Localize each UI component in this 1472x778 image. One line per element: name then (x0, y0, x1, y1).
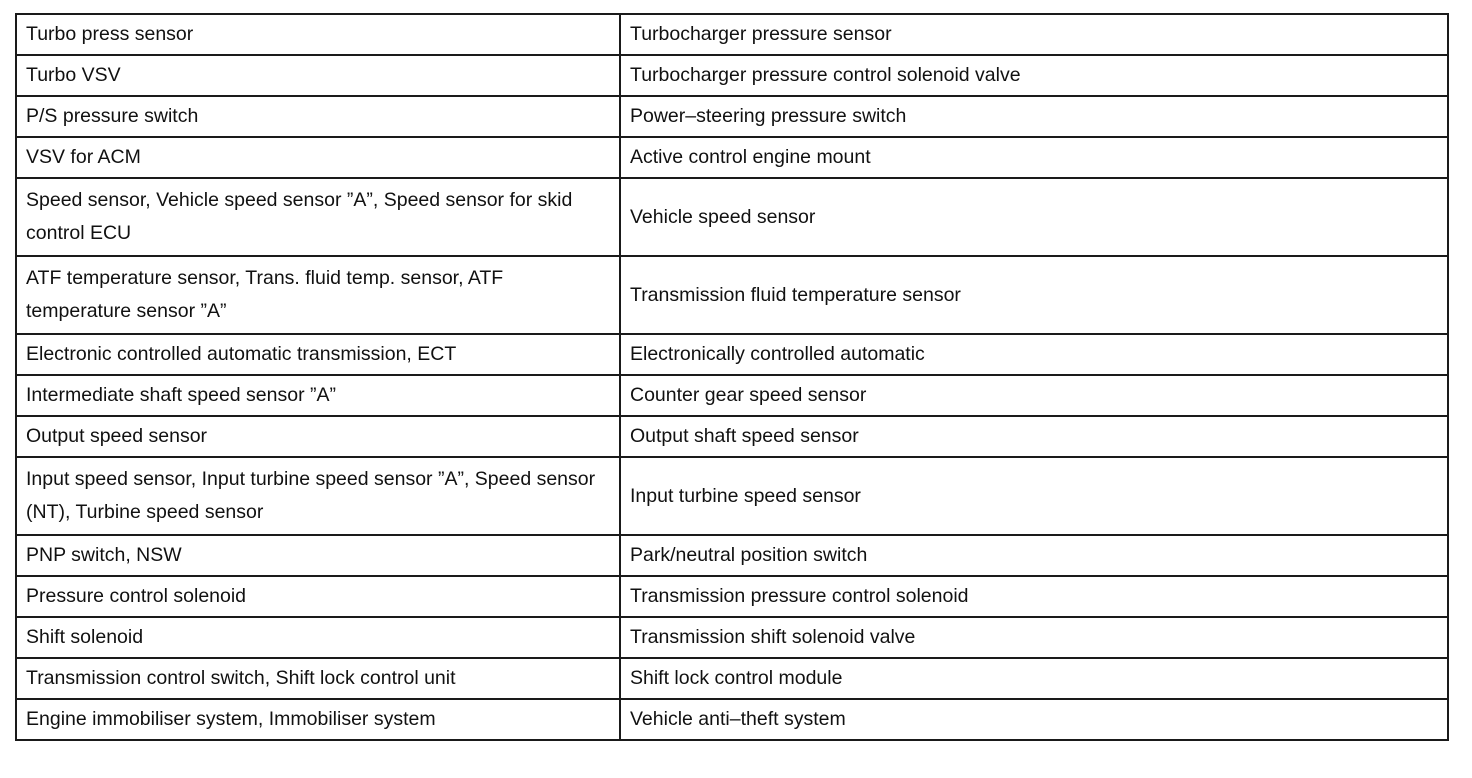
term-cell: Transmission control switch, Shift lock control unit (16, 658, 620, 699)
term-cell: Output speed sensor (16, 416, 620, 457)
table-row (16, 699, 1448, 740)
standard-term-cell: Transmission shift solenoid valve (620, 617, 1448, 658)
standard-term-cell: Active control engine mount (620, 137, 1448, 178)
standard-term-cell: Output shaft speed sensor (620, 416, 1448, 457)
term-cell: Shift solenoid (16, 617, 620, 658)
term-cell: Input speed sensor, Input turbine speed sensor ”A”, Speed sensor (NT), Turbine speed sensor (16, 457, 620, 535)
table-row (16, 416, 1448, 457)
term-cell: Turbo VSV (16, 55, 620, 96)
standard-term-cell: Turbocharger pressure sensor (620, 14, 1448, 55)
standard-term-cell: Vehicle anti–theft system (620, 699, 1448, 740)
standard-term-cell: Power–steering pressure switch (620, 96, 1448, 137)
term-cell: Electronic controlled automatic transmission, ECT (16, 334, 620, 375)
term-cell: Intermediate shaft speed sensor ”A” (16, 375, 620, 416)
table-row (16, 334, 1448, 375)
table-row (16, 535, 1448, 576)
standard-term-cell: Turbocharger pressure control solenoid valve (620, 55, 1448, 96)
table-row (16, 457, 1448, 535)
table-row (16, 14, 1448, 55)
standard-term-cell: Shift lock control module (620, 658, 1448, 699)
standard-term-cell: Electronically controlled automatic (620, 334, 1448, 375)
term-cell: P/S pressure switch (16, 96, 620, 137)
standard-term-cell: Counter gear speed sensor (620, 375, 1448, 416)
table-row (16, 96, 1448, 137)
term-cell: PNP switch, NSW (16, 535, 620, 576)
term-cell: Speed sensor, Vehicle speed sensor ”A”, Speed sensor for skid control ECU (16, 178, 620, 256)
standard-term-cell: Vehicle speed sensor (620, 178, 1448, 256)
table-row (16, 256, 1448, 334)
standard-term-cell: Transmission pressure control solenoid (620, 576, 1448, 617)
term-cell: Engine immobiliser system, Immobiliser system (16, 699, 620, 740)
standard-term-cell: Transmission fluid temperature sensor (620, 256, 1448, 334)
term-cell: Turbo press sensor (16, 14, 620, 55)
term-cell: ATF temperature sensor, Trans. fluid temp. sensor, ATF temperature sensor ”A” (16, 256, 620, 334)
table-row (16, 576, 1448, 617)
term-cell: VSV for ACM (16, 137, 620, 178)
table-row (16, 178, 1448, 256)
standard-term-cell: Input turbine speed sensor (620, 457, 1448, 535)
table-row (16, 375, 1448, 416)
terminology-table (15, 13, 1449, 741)
table-row (16, 137, 1448, 178)
term-cell: Pressure control solenoid (16, 576, 620, 617)
standard-term-cell: Park/neutral position switch (620, 535, 1448, 576)
table-row (16, 55, 1448, 96)
table-row (16, 658, 1448, 699)
table-row (16, 617, 1448, 658)
